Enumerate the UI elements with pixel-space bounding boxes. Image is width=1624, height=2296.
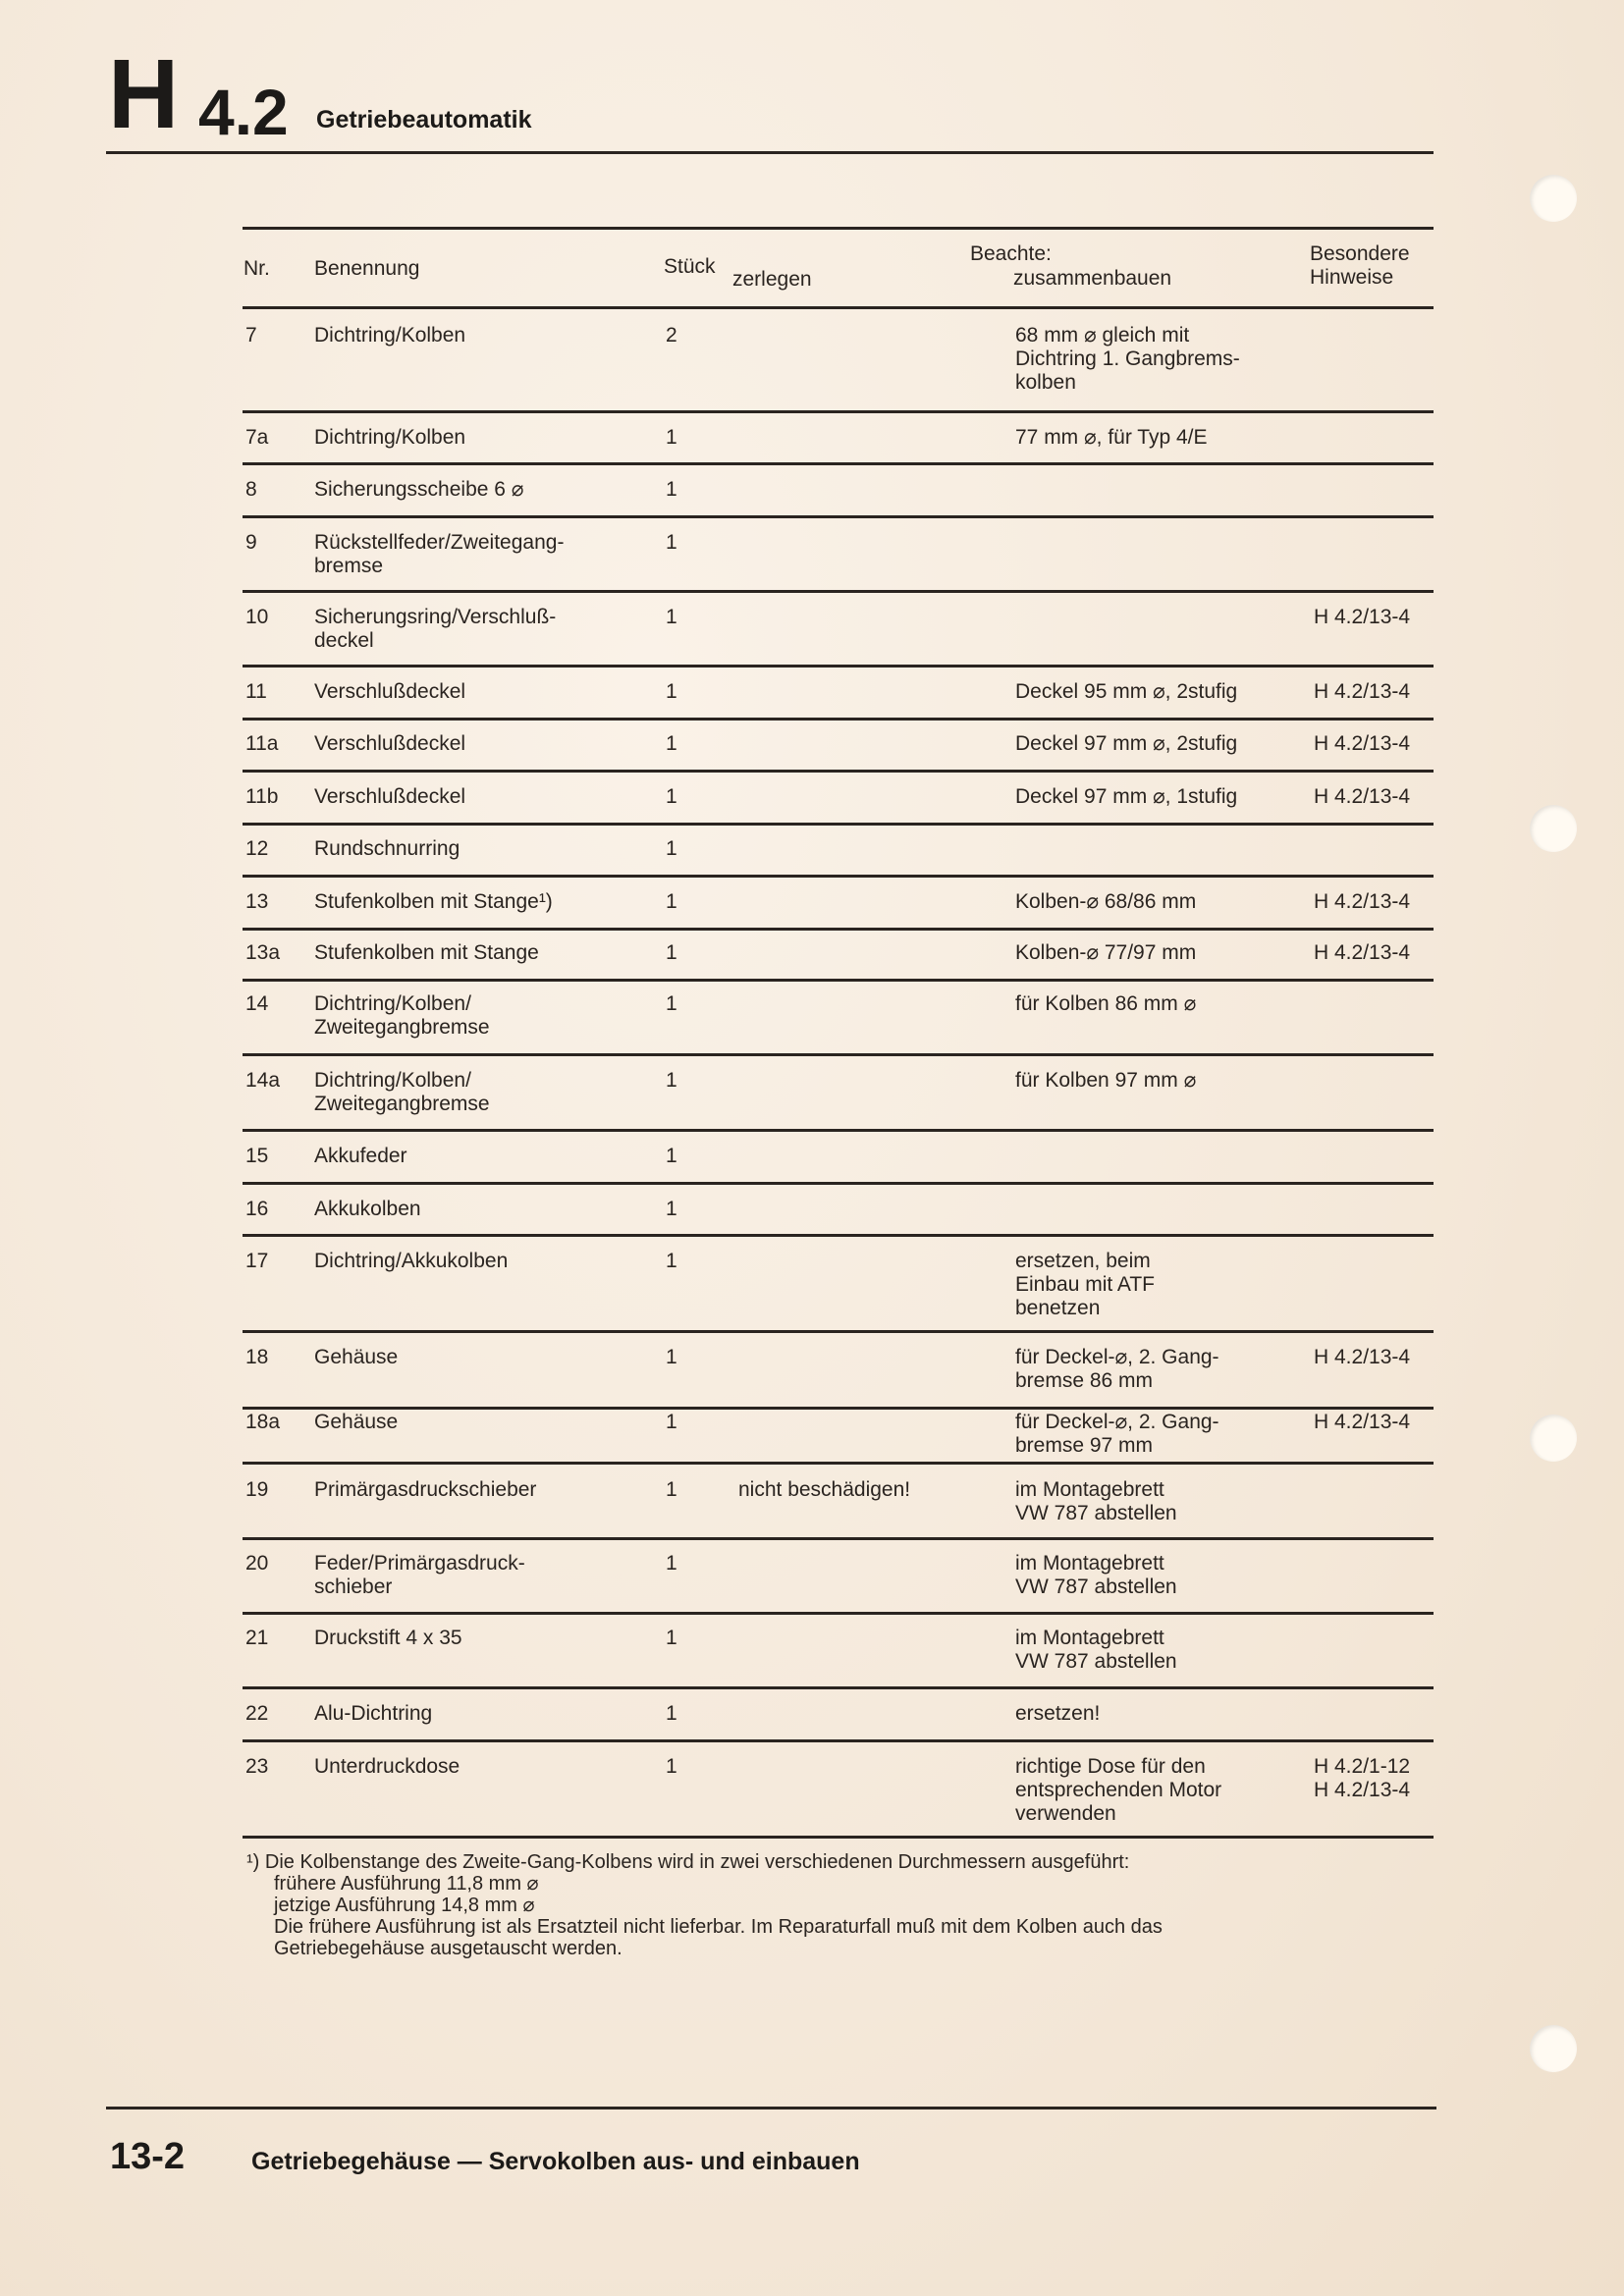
row-rule bbox=[243, 665, 1434, 667]
cell-name: Dichtring/Kolben/ Zweitegangbremse bbox=[314, 992, 490, 1039]
cell-qty: 1 bbox=[666, 941, 677, 964]
cell-nr: 17 bbox=[245, 1250, 269, 1272]
cell-special: H 4.2/13-4 bbox=[1314, 680, 1411, 703]
cell-assemble: Deckel 95 mm ⌀, 2stufig bbox=[1015, 680, 1238, 703]
cell-name: Dichtring/Kolben bbox=[314, 426, 466, 449]
cell-assemble: Deckel 97 mm ⌀, 2stufig bbox=[1015, 732, 1238, 755]
col-header-note: Beachte: bbox=[970, 242, 1052, 265]
cell-qty: 1 bbox=[666, 1478, 677, 1501]
header-bottom-rule bbox=[243, 306, 1434, 309]
cell-name: Stufenkolben mit Stange bbox=[314, 941, 539, 964]
cell-disassemble: nicht beschädigen! bbox=[738, 1478, 911, 1501]
row-rule bbox=[243, 1182, 1434, 1185]
cell-assemble: für Deckel-⌀, 2. Gang- bremse 86 mm bbox=[1015, 1346, 1219, 1392]
cell-qty: 1 bbox=[666, 680, 677, 703]
cell-assemble: 77 mm ⌀, für Typ 4/E bbox=[1015, 426, 1208, 449]
binder-hole bbox=[1530, 2025, 1577, 2072]
footnote-line: frühere Ausführung 11,8 mm ⌀ bbox=[274, 1873, 539, 1895]
binder-hole bbox=[1530, 1415, 1577, 1462]
cell-nr: 20 bbox=[245, 1552, 269, 1575]
row-rule bbox=[243, 1053, 1434, 1056]
col-header-name: Benennung bbox=[314, 257, 420, 280]
cell-nr: 21 bbox=[245, 1627, 269, 1649]
row-rule bbox=[243, 462, 1434, 465]
row-rule bbox=[243, 1739, 1434, 1742]
cell-nr: 11 bbox=[245, 680, 267, 703]
row-rule bbox=[243, 410, 1434, 413]
row-rule bbox=[243, 928, 1434, 931]
cell-qty: 1 bbox=[666, 1627, 677, 1649]
cell-nr: 13 bbox=[245, 890, 269, 913]
cell-qty: 1 bbox=[666, 531, 677, 554]
binder-hole bbox=[1530, 805, 1577, 852]
row-rule bbox=[243, 590, 1434, 593]
cell-assemble: 68 mm ⌀ gleich mit Dichtring 1. Gangbrems- kolben bbox=[1015, 324, 1240, 394]
row-rule bbox=[243, 875, 1434, 878]
footnote-marker: ¹) bbox=[246, 1851, 260, 1873]
cell-name: Dichtring/Kolben/ Zweitegangbremse bbox=[314, 1069, 490, 1115]
cell-nr: 16 bbox=[245, 1198, 269, 1220]
cell-special: H 4.2/13-4 bbox=[1314, 785, 1411, 808]
cell-name: Dichtring/Kolben bbox=[314, 324, 466, 347]
cell-assemble: richtige Dose für den entsprechenden Motor verwenden bbox=[1015, 1755, 1222, 1825]
cell-nr: 23 bbox=[245, 1755, 269, 1778]
cell-special: H 4.2/13-4 bbox=[1314, 890, 1411, 913]
row-rule bbox=[243, 1537, 1434, 1540]
cell-assemble: im Montagebrett VW 787 abstellen bbox=[1015, 1552, 1177, 1598]
cell-qty: 1 bbox=[666, 1145, 677, 1167]
cell-assemble: für Deckel-⌀, 2. Gang- bremse 97 mm bbox=[1015, 1411, 1219, 1457]
cell-name: Gehäuse bbox=[314, 1346, 399, 1368]
cell-qty: 1 bbox=[666, 890, 677, 913]
row-rule bbox=[243, 1129, 1434, 1132]
footer-title: Getriebegehäuse — Servokolben aus- und einbauen bbox=[251, 2148, 860, 2175]
cell-assemble: Kolben-⌀ 68/86 mm bbox=[1015, 890, 1197, 913]
cell-nr: 12 bbox=[245, 837, 269, 860]
cell-special: H 4.2/13-4 bbox=[1314, 1411, 1411, 1433]
cell-name: Stufenkolben mit Stange¹) bbox=[314, 890, 553, 913]
cell-assemble: für Kolben 86 mm ⌀ bbox=[1015, 992, 1197, 1015]
cell-qty: 1 bbox=[666, 1198, 677, 1220]
cell-name: Gehäuse bbox=[314, 1411, 399, 1433]
footer-rule bbox=[106, 2107, 1436, 2109]
cell-qty: 1 bbox=[666, 478, 677, 501]
row-rule bbox=[243, 515, 1434, 518]
header-rule bbox=[106, 151, 1434, 154]
footnote-line: ¹) Die Kolbenstange des Zweite-Gang-Kolbens wird in zwei verschiedenen Durchmessern ausgeführt: bbox=[246, 1851, 1130, 1873]
row-rule bbox=[243, 1462, 1434, 1465]
row-rule bbox=[243, 770, 1434, 773]
cell-special: H 4.2/13-4 bbox=[1314, 732, 1411, 755]
col-header-assemble: zusammenbauen bbox=[1013, 267, 1172, 290]
cell-special: H 4.2/1-12 H 4.2/13-4 bbox=[1314, 1755, 1411, 1801]
cell-name: Verschlußdeckel bbox=[314, 680, 466, 703]
cell-qty: 1 bbox=[666, 426, 677, 449]
binder-hole bbox=[1530, 175, 1577, 222]
row-rule bbox=[243, 823, 1434, 826]
row-rule bbox=[243, 718, 1434, 721]
cell-assemble: ersetzen! bbox=[1015, 1702, 1101, 1725]
cell-name: Sicherungsscheibe 6 ⌀ bbox=[314, 478, 524, 501]
cell-nr: 7 bbox=[245, 324, 257, 347]
cell-name: Rückstellfeder/Zweitegang- bremse bbox=[314, 531, 565, 577]
cell-nr: 7a bbox=[245, 426, 269, 449]
cell-assemble: im Montagebrett VW 787 abstellen bbox=[1015, 1627, 1177, 1673]
row-rule bbox=[243, 1234, 1434, 1237]
cell-special: H 4.2/13-4 bbox=[1314, 941, 1411, 964]
section-title: Getriebeautomatik bbox=[316, 106, 532, 133]
cell-name: Druckstift 4 x 35 bbox=[314, 1627, 462, 1649]
cell-nr: 11b bbox=[245, 785, 279, 808]
cell-special: H 4.2/13-4 bbox=[1314, 1346, 1411, 1368]
cell-qty: 2 bbox=[666, 324, 677, 347]
cell-nr: 14 bbox=[245, 992, 269, 1015]
cell-name: Rundschnurring bbox=[314, 837, 460, 860]
col-header-nr: Nr. bbox=[244, 257, 270, 280]
footnote-line: jetzige Ausführung 14,8 mm ⌀ bbox=[274, 1895, 535, 1916]
cell-name: Akkukolben bbox=[314, 1198, 421, 1220]
cell-qty: 1 bbox=[666, 1069, 677, 1092]
row-rule bbox=[243, 1612, 1434, 1615]
cell-qty: 1 bbox=[666, 992, 677, 1015]
cell-nr: 19 bbox=[245, 1478, 269, 1501]
section-number: 4.2 bbox=[198, 76, 289, 148]
cell-assemble: für Kolben 97 mm ⌀ bbox=[1015, 1069, 1197, 1092]
cell-name: Verschlußdeckel bbox=[314, 785, 466, 808]
table-top-rule bbox=[243, 227, 1434, 230]
page-number: 13-2 bbox=[110, 2136, 186, 2177]
cell-qty: 1 bbox=[666, 1702, 677, 1725]
cell-assemble: Kolben-⌀ 77/97 mm bbox=[1015, 941, 1197, 964]
cell-nr: 22 bbox=[245, 1702, 269, 1725]
cell-qty: 1 bbox=[666, 1411, 677, 1433]
cell-assemble: ersetzen, beim Einbau mit ATF benetzen bbox=[1015, 1250, 1155, 1319]
cell-name: Unterdruckdose bbox=[314, 1755, 460, 1778]
cell-name: Akkufeder bbox=[314, 1145, 407, 1167]
cell-qty: 1 bbox=[666, 1250, 677, 1272]
row-rule bbox=[243, 1407, 1434, 1410]
cell-name: Dichtring/Akkukolben bbox=[314, 1250, 509, 1272]
row-rule bbox=[243, 1686, 1434, 1689]
cell-nr: 18 bbox=[245, 1346, 269, 1368]
cell-nr: 13a bbox=[245, 941, 281, 964]
cell-qty: 1 bbox=[666, 1346, 677, 1368]
cell-name: Alu-Dichtring bbox=[314, 1702, 433, 1725]
cell-qty: 1 bbox=[666, 837, 677, 860]
cell-qty: 1 bbox=[666, 1755, 677, 1778]
footnote bbox=[246, 1851, 1163, 1959]
cell-qty: 1 bbox=[666, 785, 677, 808]
row-rule bbox=[243, 1330, 1434, 1333]
cell-nr: 8 bbox=[245, 478, 257, 501]
col-header-qty: Stück bbox=[664, 255, 716, 278]
cell-qty: 1 bbox=[666, 1552, 677, 1575]
cell-nr: 18a bbox=[245, 1411, 281, 1433]
cell-special: H 4.2/13-4 bbox=[1314, 606, 1411, 628]
cell-nr: 10 bbox=[245, 606, 269, 628]
section-letter: H bbox=[108, 39, 180, 149]
row-rule bbox=[243, 979, 1434, 982]
cell-qty: 1 bbox=[666, 732, 677, 755]
cell-qty: 1 bbox=[666, 606, 677, 628]
cell-nr: 11a bbox=[245, 732, 279, 755]
footnote-line: Die frühere Ausführung ist als Ersatzteil nicht lieferbar. Im Reparaturfall muß mit dem Kolben auch das bbox=[274, 1916, 1163, 1938]
cell-name: Sicherungsring/Verschluß- deckel bbox=[314, 606, 557, 652]
cell-name: Primärgasdruckschieber bbox=[314, 1478, 537, 1501]
cell-assemble: im Montagebrett VW 787 abstellen bbox=[1015, 1478, 1177, 1524]
col-header-disassemble: zerlegen bbox=[732, 268, 812, 291]
col-header-special: Besondere Hinweise bbox=[1310, 242, 1410, 289]
cell-nr: 9 bbox=[245, 531, 257, 554]
footnote-line: Getriebegehäuse ausgetauscht werden. bbox=[274, 1938, 623, 1959]
cell-nr: 14a bbox=[245, 1069, 281, 1092]
row-rule bbox=[243, 1836, 1434, 1839]
cell-nr: 15 bbox=[245, 1145, 269, 1167]
cell-name: Feder/Primärgasdruck- schieber bbox=[314, 1552, 525, 1598]
cell-assemble: Deckel 97 mm ⌀, 1stufig bbox=[1015, 785, 1238, 808]
cell-name: Verschlußdeckel bbox=[314, 732, 466, 755]
